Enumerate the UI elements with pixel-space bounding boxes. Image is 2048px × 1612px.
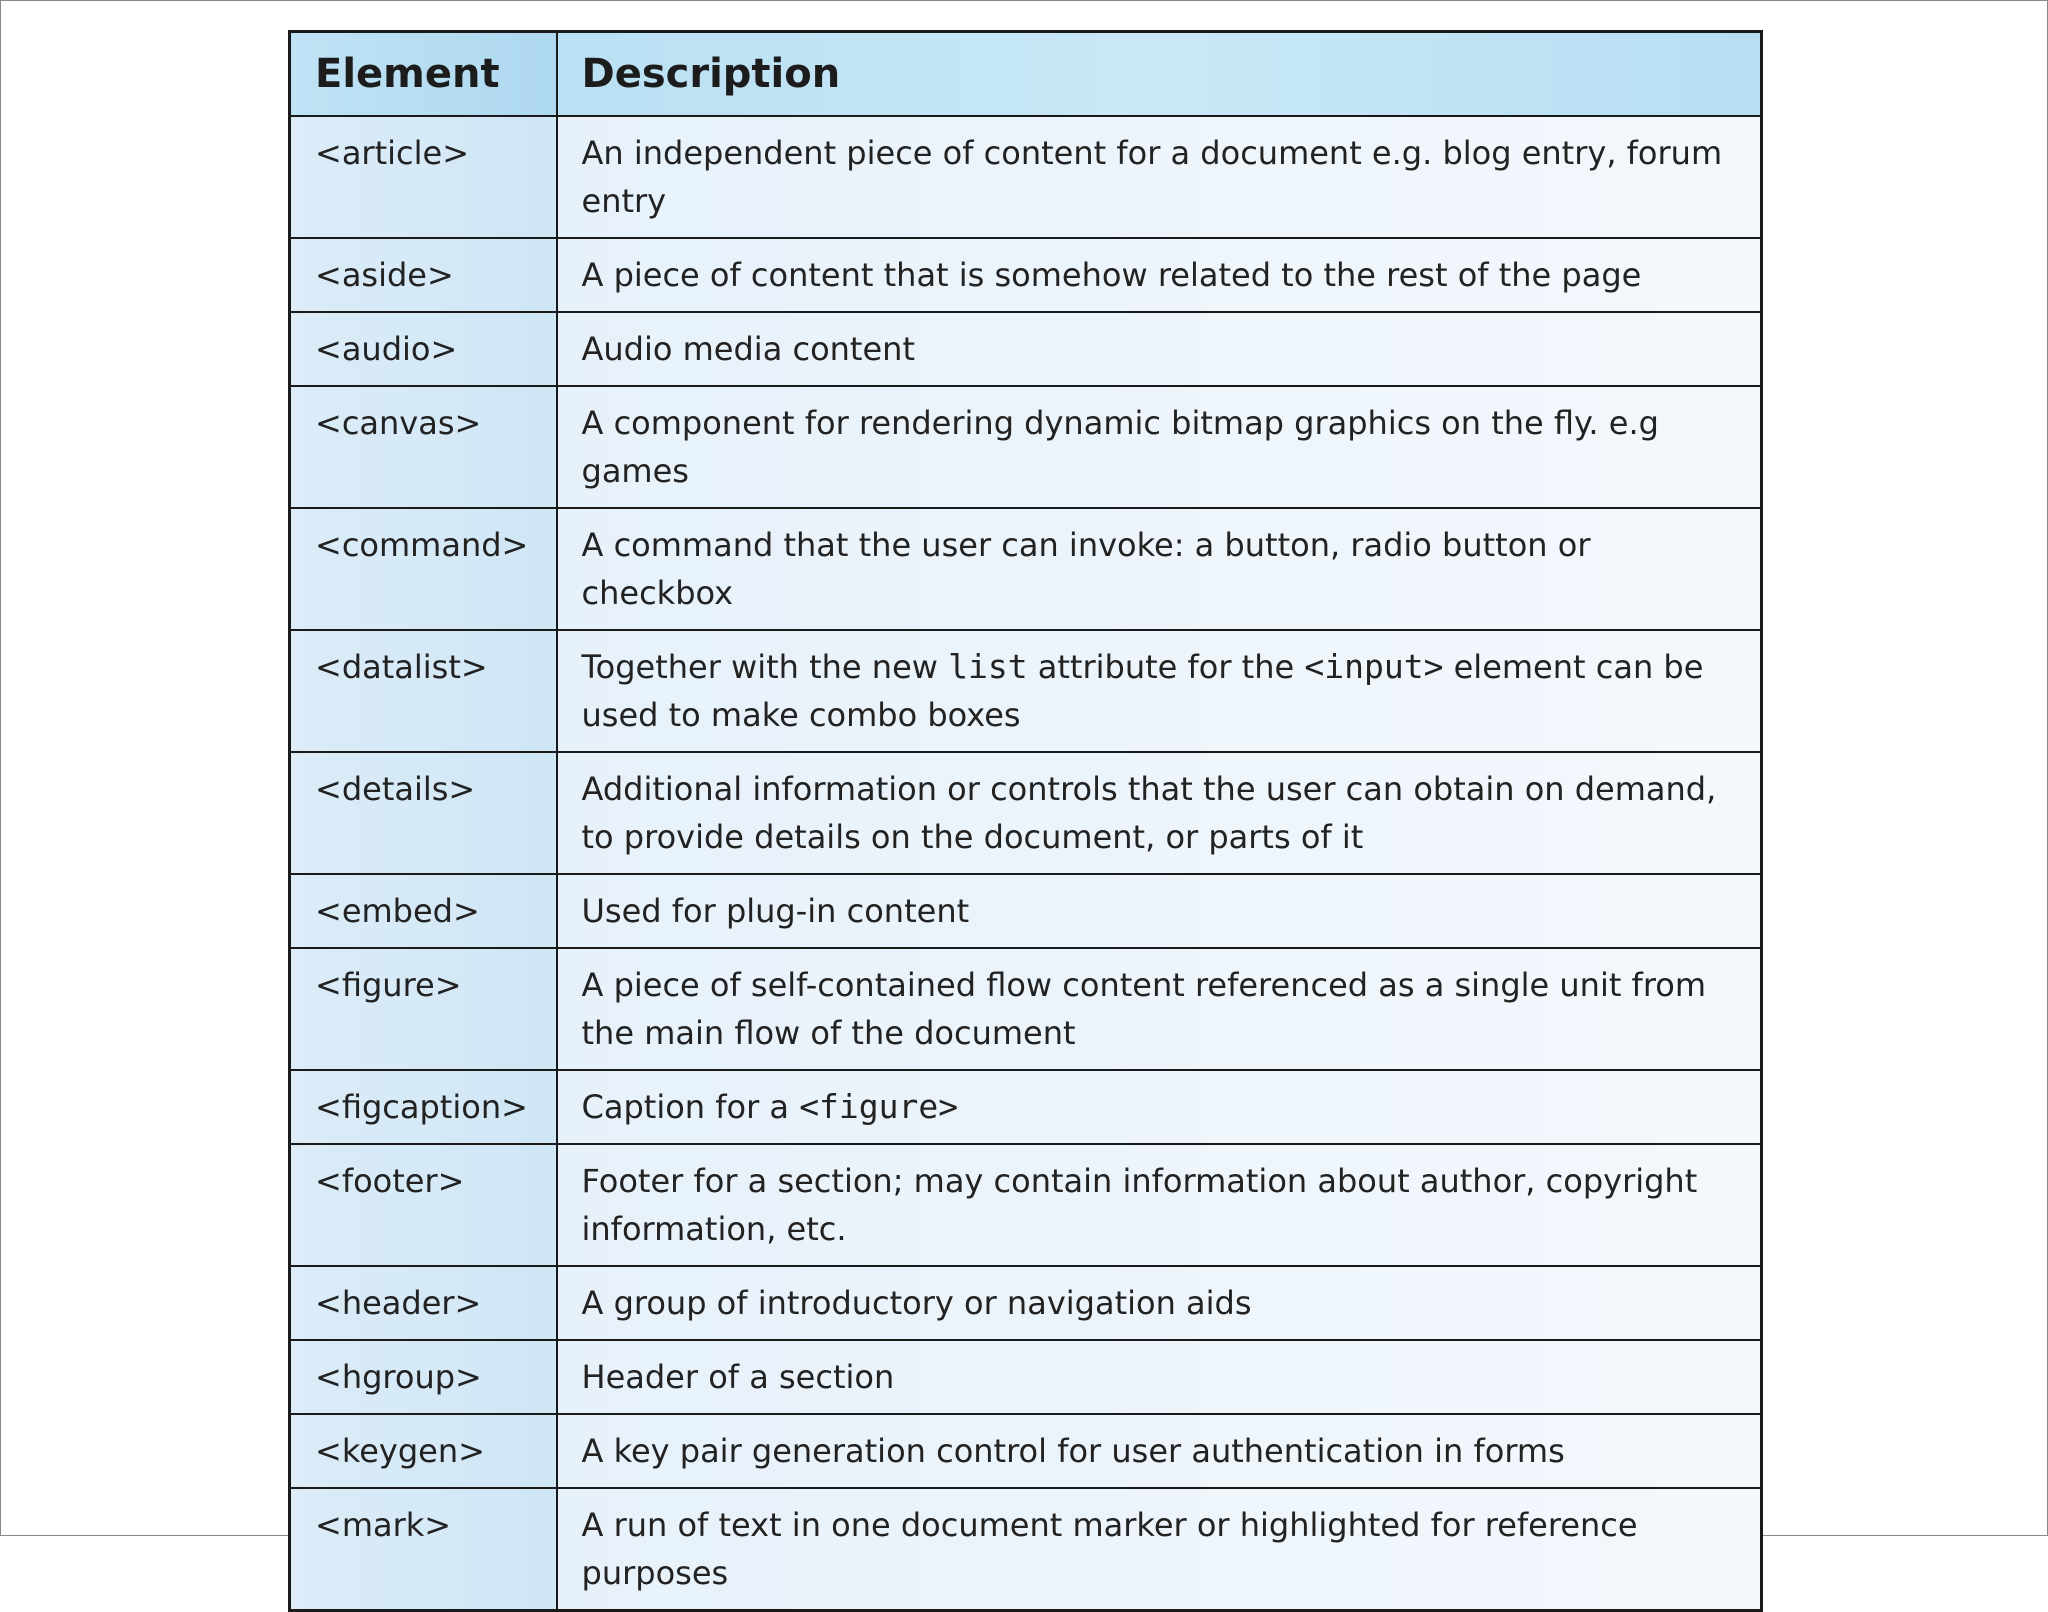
element-cell: <hgroup> (290, 1340, 557, 1414)
desc-text: element can be used to make combo boxes (581, 647, 1704, 734)
table-row (290, 1340, 1762, 1414)
description-cell: Used for plug-in content (557, 874, 1762, 948)
desc-text: Caption for a (581, 1087, 800, 1126)
element-cell: <embed> (290, 874, 557, 948)
table-row (290, 238, 1762, 312)
description-cell (557, 1070, 1762, 1144)
header-description: Description (557, 32, 1762, 116)
description-cell: A piece of self-contained flow content referenced as a single unit from the main flow of the document (557, 948, 1762, 1070)
code-input: <input> (1304, 646, 1444, 686)
element-cell: <article> (290, 116, 557, 238)
element-cell: <command> (290, 508, 557, 630)
description-cell: A piece of content that is somehow related to the rest of the page (557, 238, 1762, 312)
table-row (290, 312, 1762, 386)
element-cell: <header> (290, 1266, 557, 1340)
header-row (290, 32, 1762, 116)
desc-text: attribute for the (1027, 647, 1305, 686)
table-row (290, 874, 1762, 948)
table-row (290, 386, 1762, 508)
element-cell: <figcaption> (290, 1070, 557, 1144)
description-cell: A command that the user can invoke: a button, radio button or checkbox (557, 508, 1762, 630)
description-cell: An independent piece of content for a document e.g. blog entry, forum entry (557, 116, 1762, 238)
table-row (290, 1070, 1762, 1144)
desc-text: Together with the new (581, 647, 949, 686)
description-cell: A component for rendering dynamic bitmap graphics on the fly. e.g games (557, 386, 1762, 508)
table-row (290, 752, 1762, 874)
description-cell: A key pair generation control for user authentication in forms (557, 1414, 1762, 1488)
table-row (290, 1266, 1762, 1340)
description-cell (557, 630, 1762, 752)
element-cell: <details> (290, 752, 557, 874)
table-row (290, 630, 1762, 752)
element-cell: <mark> (290, 1488, 557, 1611)
element-cell: <footer> (290, 1144, 557, 1266)
element-cell: <audio> (290, 312, 557, 386)
code-list: list (948, 646, 1028, 686)
element-cell: <keygen> (290, 1414, 557, 1488)
table-row (290, 1144, 1762, 1266)
element-cell: <datalist> (290, 630, 557, 752)
table-body (290, 116, 1762, 1611)
description-cell: Header of a section (557, 1340, 1762, 1414)
description-cell: Audio media content (557, 312, 1762, 386)
header-element: Element (290, 32, 557, 116)
table-row (290, 948, 1762, 1070)
table-row (290, 116, 1762, 238)
table-header (290, 32, 1762, 116)
html5-elements-table (288, 30, 1763, 1612)
table-row (290, 1414, 1762, 1488)
description-cell: Additional information or controls that the user can obtain on demand, to provide details on the document, or parts of it (557, 752, 1762, 874)
description-cell: A group of introductory or navigation aids (557, 1266, 1762, 1340)
element-cell: <canvas> (290, 386, 557, 508)
element-cell: <aside> (290, 238, 557, 312)
table-row (290, 508, 1762, 630)
element-cell: <figure> (290, 948, 557, 1070)
code-figure: <figure> (799, 1086, 959, 1126)
description-cell: A run of text in one document marker or highlighted for reference purposes (557, 1488, 1762, 1611)
table-row (290, 1488, 1762, 1611)
description-cell: Footer for a section; may contain information about author, copyright information, etc. (557, 1144, 1762, 1266)
